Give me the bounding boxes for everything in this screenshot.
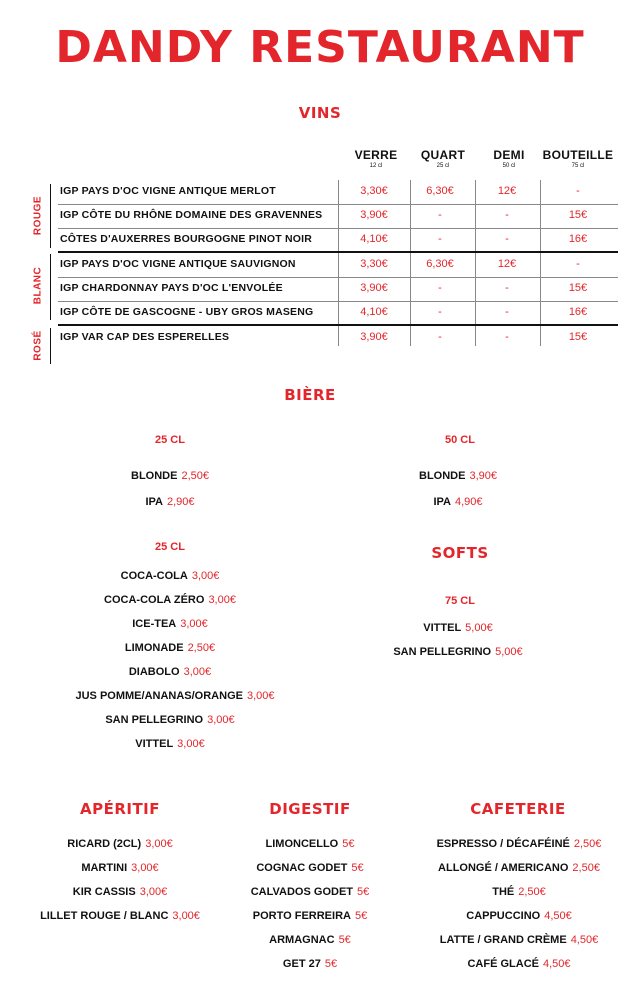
menu-item: BLONDE 2,50€ — [131, 470, 209, 482]
menu-item: LIMONADE 2,50€ — [124, 642, 216, 654]
menu-item: RICARD (2CL) 3,00€ — [67, 838, 173, 850]
menu-item: COGNAC GODET 5€ — [256, 862, 364, 874]
menu-item: IPA 4,90€ — [433, 496, 483, 508]
col-header-demi: DEMI 50 cl — [493, 148, 525, 169]
menu-item: VITTEL 3,00€ — [135, 738, 205, 750]
group-bar-rose — [50, 328, 51, 364]
digestif-title: DIGESTIF — [269, 800, 351, 818]
group-bar-rouge — [50, 184, 51, 248]
wine-row: IGP CHARDONNAY PAYS D'OC L'ENVOLÉE 3,90€ - - 15€ — [60, 282, 588, 294]
biere-title: BIÈRE — [284, 386, 336, 404]
aperitif-title: APÉRITIF — [79, 800, 161, 818]
menu-item: CALVADOS GODET 5€ — [250, 886, 370, 898]
menu-item: CAFÉ GLACÉ 4,50€ — [467, 958, 571, 970]
menu-item: CAPPUCCINO 4,50€ — [466, 910, 572, 922]
menu-item: COCA-COLA 3,00€ — [120, 570, 220, 582]
biere-right-size: 50 CL — [445, 434, 475, 446]
wine-row: CÔTES D'AUXERRES BOURGOGNE PINOT NOIR 4,10€ - - 16€ — [60, 233, 588, 245]
menu-item: THÉ 2,50€ — [492, 886, 546, 898]
menu-item: SAN PELLEGRINO 3,00€ — [105, 714, 235, 726]
group-label-rose: ROSÉ — [32, 330, 44, 361]
menu-item: LILLET ROUGE / BLANC 3,00€ — [40, 910, 200, 922]
menu-item: DIABOLO 3,00€ — [128, 666, 212, 678]
menu-item: ALLONGÉ / AMERICANO 2,50€ — [438, 862, 600, 874]
menu-item: COCA-COLA ZÉRO 3,00€ — [104, 594, 236, 606]
menu-item: GET 27 5€ — [282, 958, 338, 970]
group-label-blanc: BLANC — [32, 266, 44, 305]
menu-item: KIR CASSIS 3,00€ — [72, 886, 168, 898]
menu-item: LATTE / GRAND CRÈME 4,50€ — [439, 934, 599, 946]
wine-row: IGP CÔTE DE GASCOGNE - UBY GROS MASENG 4,10€ - - 16€ — [60, 306, 588, 318]
softs-right-size: 75 CL — [445, 595, 475, 607]
softs-left-size: 25 CL — [155, 541, 185, 553]
menu-item: ARMAGNAC 5€ — [269, 934, 351, 946]
restaurant-title: DANDY RESTAURANT — [55, 22, 585, 73]
wine-row: IGP PAYS D'OC VIGNE ANTIQUE SAUVIGNON 3,30€ 6,30€ 12€ - — [60, 258, 580, 270]
wine-row: IGP CÔTE DU RHÔNE DOMAINE DES GRAVENNES 3,90€ - - 15€ — [60, 209, 588, 221]
col-header-verre: VERRE 12 cl — [354, 148, 398, 169]
col-header-quart: QUART 25 cl — [420, 148, 466, 169]
menu-item: ICE-TEA 3,00€ — [132, 618, 208, 630]
menu-item: JUS POMME/ANANAS/ORANGE 3,00€ — [75, 690, 275, 702]
group-bar-blanc — [50, 254, 51, 320]
menu-item: MARTINI 3,00€ — [81, 862, 159, 874]
group-label-rouge: ROUGE — [32, 195, 44, 236]
biere-left-size: 25 CL — [155, 434, 185, 446]
menu-item: PORTO FERREIRA 5€ — [252, 910, 368, 922]
menu-item: LIMONCELLO 5€ — [265, 838, 355, 850]
menu-item: VITTEL 5,00€ — [423, 622, 493, 634]
cafeterie-title: CAFETERIE — [470, 800, 566, 818]
wine-row: IGP PAYS D'OC VIGNE ANTIQUE MERLOT 3,30€ 6,30€ 12€ - — [60, 185, 580, 197]
vins-title: VINS — [298, 104, 342, 122]
menu-item: ESPRESSO / DÉCAFÉINÉ 2,50€ — [436, 838, 602, 850]
menu-item: IPA 2,90€ — [145, 496, 195, 508]
wine-row: IGP VAR CAP DES ESPERELLES 3,90€ - - 15€ — [60, 331, 588, 343]
menu-item: SAN PELLEGRINO 5,00€ — [393, 646, 523, 658]
menu-item: BLONDE 3,90€ — [419, 470, 497, 482]
softs-title: SOFTS — [431, 544, 489, 562]
col-header-bouteille: BOUTEILLE 75 cl — [542, 148, 614, 169]
